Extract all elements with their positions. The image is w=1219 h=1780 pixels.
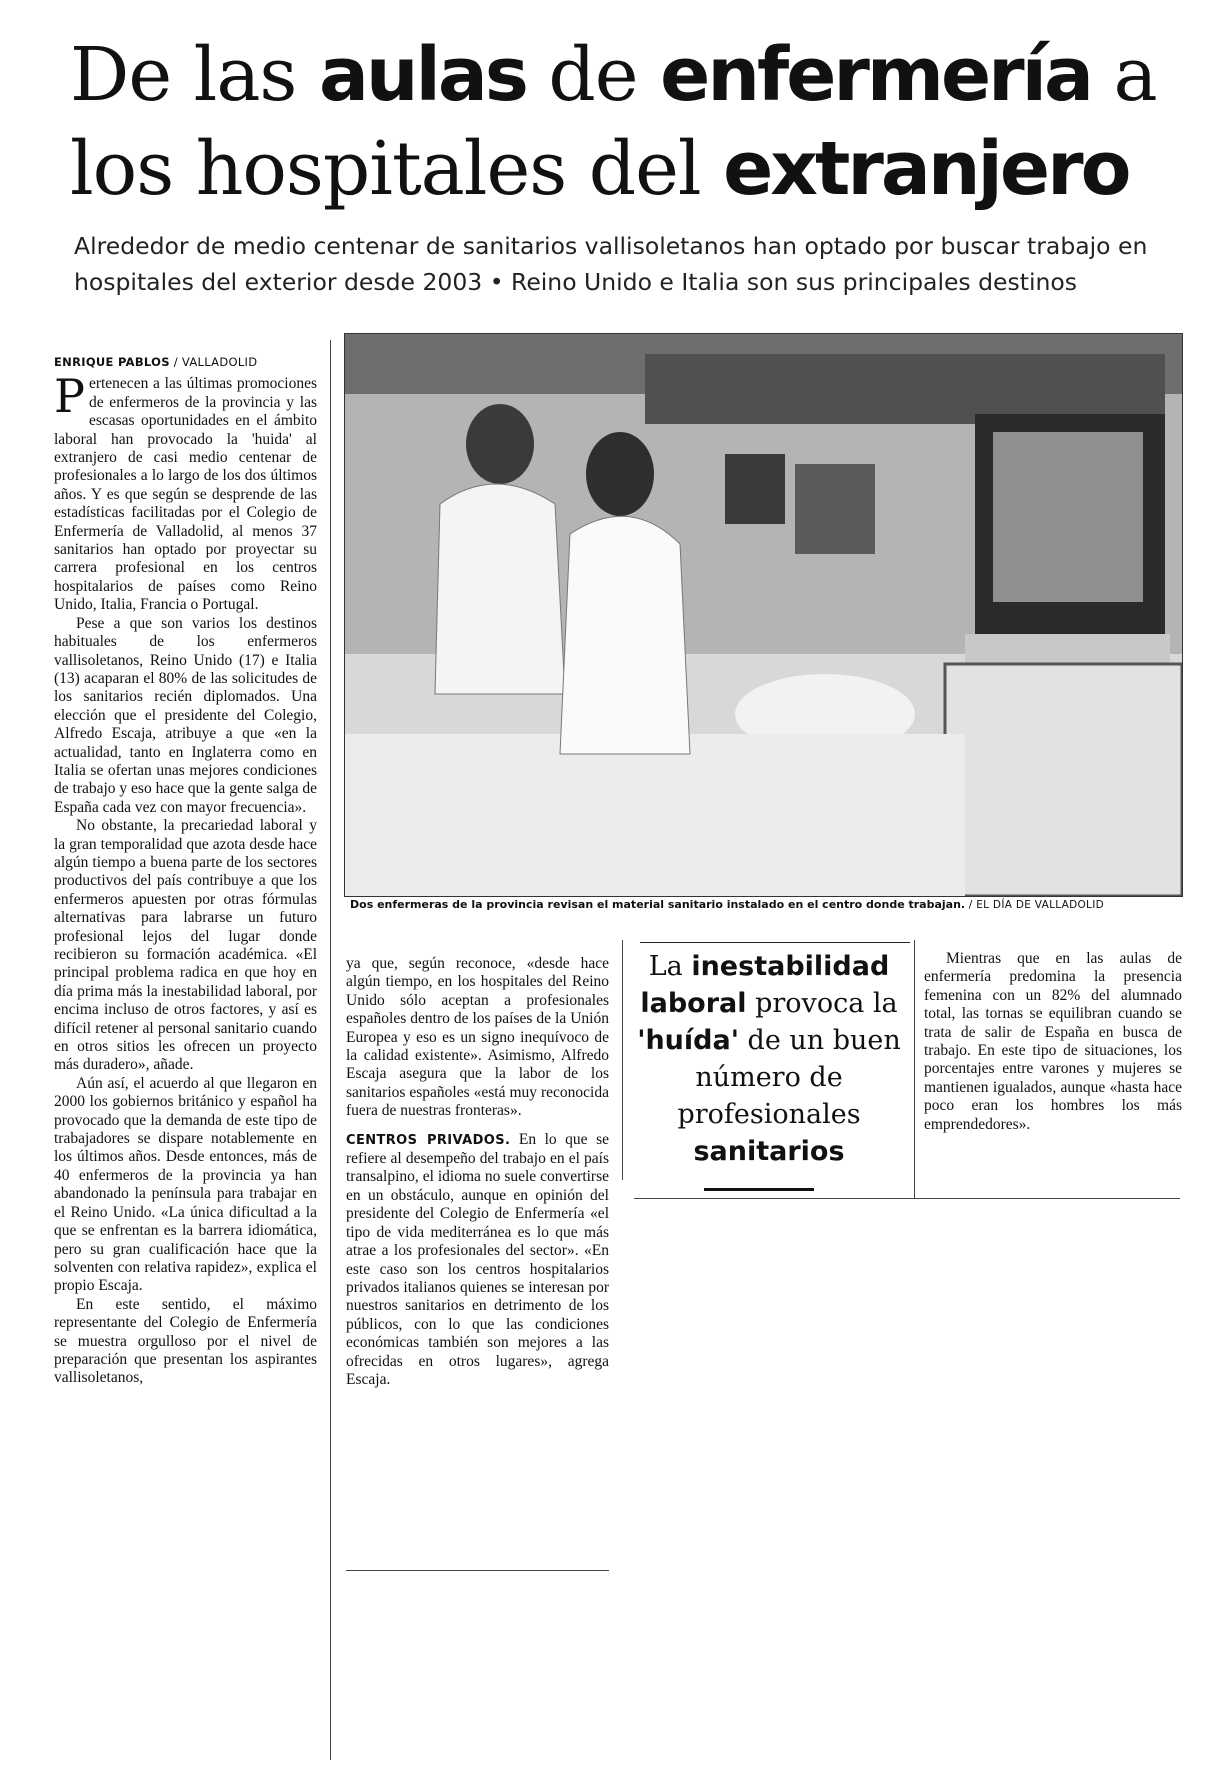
byline: [54, 353, 317, 371]
article-paragraph: [54, 369, 317, 614]
paragraph-text: En lo que se refiere al desempeño del trabajo en el país transalpino, el idioma no suele convertirse en un obstáculo, aunque en opinión del presidente del Colegio de Enfermería «el tipo de vida mediterránea es lo que más atrae a los profesionales del sector». «En este caso son los centros hospitalarios privados italianos quienes se interesan por nuestros sanitarios en detrimento de los públicos, con lo que las condiciones económicas también son mejores a las ofrecidas en otros lugares», agrega Escaja.: [346, 1130, 609, 1388]
paragraph-text: ertenecen a las últimas promociones de enfermeros de la provincia y las escasas oportunidades en el ámbito laboral han provocado la 'huida' al extranjero de casi medio centenar de profesionales a lo largo de los dos últimos años. Y es que según se desprende de las estadísticas facilitadas por el Colegio de Enfermería de Valladolid, al menos 37 sanitarios han optado por proyectar su carrera profesional en los centros hospitalarios de países como Reino Unido, Italia, Francia o Portugal.: [54, 375, 317, 614]
article-column-4: [924, 950, 1182, 1134]
article-paragraph: En este sentido, el máximo representante del Colegio de Enfermería se muestra orgulloso por el nivel de preparación que presentan los aspirantes vallisoletanos,: [54, 1295, 317, 1387]
subheadline: Alrededor de medio centenar de sanitarios vallisoletanos han optado por buscar trabajo en hospitales del exterior desde 2003 • Reino Unido e Italia son sus principales destinos: [74, 232, 1148, 296]
photo-caption: [350, 898, 1180, 911]
section-heading: CENTROS PRIVADOS.: [346, 1132, 511, 1148]
headline-bold: extranjero: [723, 126, 1129, 212]
drop-cap: P: [54, 369, 85, 424]
column-end-rule: [346, 1570, 609, 1571]
pullquote-text: de un buen número de profesionales: [677, 1025, 901, 1130]
photo-credit: / EL DÍA DE VALLADOLID: [965, 899, 1104, 911]
pullquote-mark: [704, 1188, 814, 1191]
pullquote-text: provoca la: [746, 988, 898, 1019]
headline-part: De las: [70, 32, 319, 118]
article-paragraph: Pese a que son varios los destinos habituales de los enfermeros vallisoletanos, Reino Unido (17) e Italia (13) acaparan el 80% de las solicitudes de los sanitarios recién diplomados. Una elección que el presidente del Colegio, Alfredo Escaja, atribuye a que «en la actualidad, tanto en Inglaterra como en Italia se ofertan unas mejores condiciones de trabajo y eso hace que la gente salga de España cada vez con mayor frecuencia».: [54, 614, 317, 816]
headline-part: a los hospitales del: [70, 32, 1157, 212]
pullquote-bold: sanitarios: [693, 1136, 845, 1167]
column-divider: [914, 940, 915, 1198]
article-paragraph: Aún así, el acuerdo al que llegaron en 2000 los gobiernos británico y español ha provocado que la demanda de este tipo de trabajadores se dispare notablemente en los últimos años. Desde entonces, más de 40 enfermeros de la provincia ya han abandonado la península para trabajar en el Reino Unido. «La única dificultad a la que se enfrentan es la barrera idiomática, pero su gran cualificación hace que la solventen con relativa rapidez», explica el propio Escaja.: [54, 1074, 317, 1295]
headline-part: de: [525, 32, 661, 118]
hospital-room-illustration: [345, 334, 1182, 896]
pull-quote: [634, 948, 904, 1170]
pullquote-bold: 'huída': [637, 1025, 739, 1056]
headline: [70, 28, 1180, 216]
byline-location: / VALLADOLID: [169, 355, 258, 369]
pullquote-text: La: [648, 951, 692, 982]
column-divider: [330, 340, 331, 1760]
article-photo: [344, 333, 1183, 897]
headline-bold: enfermería: [660, 32, 1091, 118]
article-column-2: [346, 955, 609, 1389]
pullquote-rule: [640, 942, 910, 943]
article-column-1: [54, 353, 317, 1388]
article-paragraph: No obstante, la precariedad laboral y la gran temporalidad que azota desde hace algún tiempo a buena parte de los sectores productivos del país contribuye a que los enfermeros apuesten por otras fórmulas alternativas para labrarse un futuro profesional lejos del lugar donde recibieron su formación académica. «El principal problema radica en que hoy en día prima más la inestabilidad laboral, por encima incluso de otros factores, y así es difícil retener al personal sanitario cuando en otros sitios les ofrecen un proyecto más duradero», añade.: [54, 817, 317, 1074]
byline-author: ENRIQUE PABLOS: [54, 355, 170, 369]
headline-bold: aulas: [318, 32, 526, 118]
column-divider: [622, 940, 623, 1180]
pullquote-bottom-rule: [634, 1198, 1180, 1199]
article-paragraph: ya que, según reconoce, «desde hace algún tiempo, en los hospitales del Reino Unido sólo aceptan a profesionales españoles dentro de los países de la Unión Europea y eso es un signo inequívoco de la calidad existente». Asimismo, Alfredo Escaja asegura que la labor de los sanitarios españoles «está muy reconocida fuera de nuestras fronteras».: [346, 955, 609, 1120]
article-paragraph: [346, 1131, 609, 1390]
pullquote-bold: inestabilidad laboral: [640, 951, 890, 1019]
article-paragraph: Mientras que en las aulas de enfermería predomina la presencia femenina con un 82% del alumnado total, las tornas se equilibran cuando se trata de salir de España en busca de trabajo. En este tipo de situaciones, los porcentajes entre varones y mujeres se mantienen igualados, aunque «hasta hace poco eran los hombres los más emprendedores».: [924, 950, 1182, 1133]
caption-text: Dos enfermeras de la provincia revisan el material sanitario instalado en el centro donde trabajan.: [350, 898, 966, 911]
